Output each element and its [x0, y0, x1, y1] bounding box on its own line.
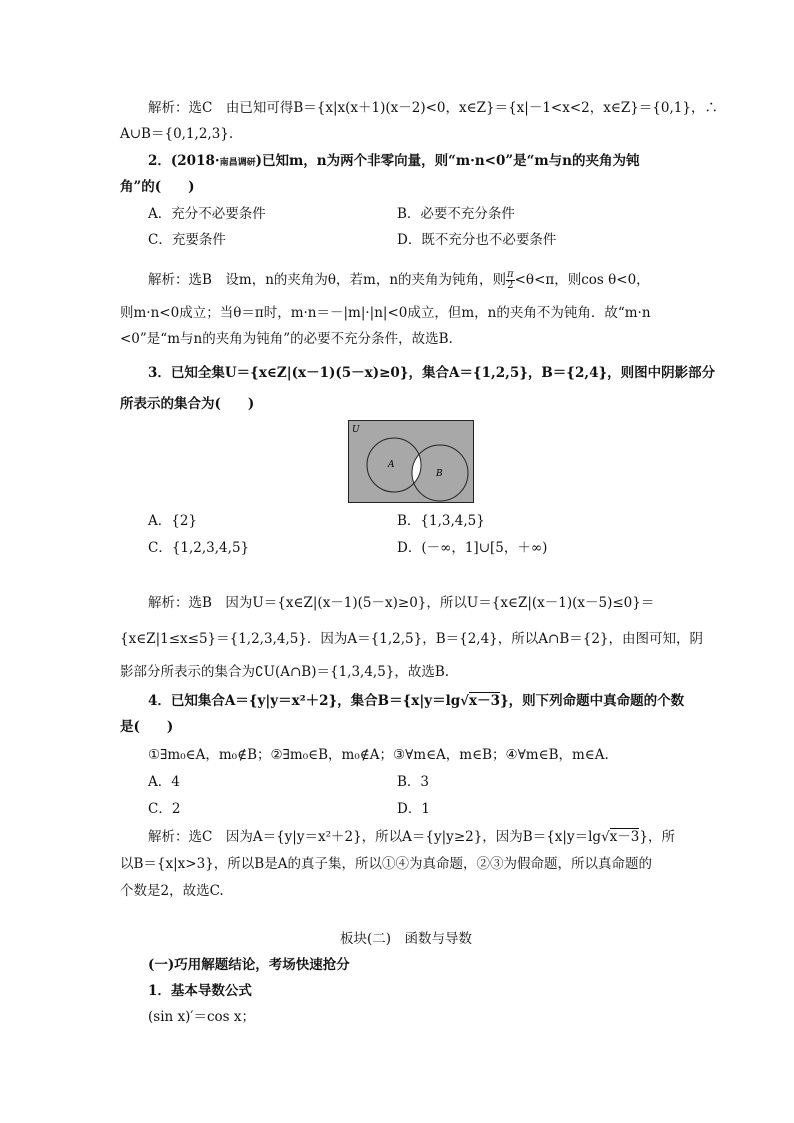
sqrt-icon: √	[460, 693, 470, 709]
q4-analysis-line1	[148, 828, 675, 846]
fraction-numerator: π	[507, 269, 514, 280]
q4-analysis-radicand: x－3	[609, 829, 640, 845]
q4-stem-line2: 是( )	[120, 719, 174, 735]
q3-option-c: C．{1,2,3,4,5}	[148, 540, 250, 556]
q4-analysis-text-a: 解析：选C 因为A＝{y|y＝x²＋2}，所以A＝{y|y≥2}，因为B＝{x|y＝lg	[148, 829, 602, 845]
q4-statements: ①∃m₀∈A，m₀∉B；②∃m₀∈B，m₀∉A；③∀m∈A，m∈B；④∀m∈B，m∈A.	[148, 747, 609, 763]
label-a: A	[388, 460, 395, 470]
q3-option-b: B．{1,3,4,5}	[397, 513, 485, 529]
q2-analysis-line3: <0”是“m与n的夹角为钝角”的必要不充分条件，故选B.	[120, 331, 453, 347]
q3-analysis-line3: 影部分所表示的集合为∁U(A∩B)＝{1,3,4,5}，故选B.	[120, 664, 450, 680]
q2-stem-prefix: 2．(2018·	[148, 153, 220, 169]
q3-analysis-line1: 解析：选B 因为U＝{x∈Z|(x－1)(5－x)≥0}，所以U＝{x∈Z|(x－1)(x－5)≤0}＝	[148, 595, 655, 611]
q2-option-c: C．充要条件	[148, 232, 226, 248]
q3-option-d: D．(－∞，1]∪[5，＋∞)	[397, 540, 548, 556]
q1-analysis-line1: 解析：选C 由已知可得B＝{x|x(x＋1)(x－2)<0，x∈Z}＝{x|－1<x<2，x∈Z}＝{0,1}，∴	[148, 100, 718, 116]
fraction-denominator: 2	[507, 280, 514, 291]
q4-option-a: A．4	[148, 774, 180, 790]
label-u: U	[352, 425, 360, 435]
section-subtitle-2: 1．基本导数公式	[148, 983, 252, 999]
q2-analysis-line2: 则m·n<0成立；当θ＝π时，m·n＝－|m|·|n|<0成立，但m，n的夹角不为钝角．故“m·n	[120, 305, 651, 321]
q4-analysis-line3: 个数是2，故选C.	[120, 883, 224, 899]
q2-stem-line1	[148, 152, 639, 172]
q2-source: 南昌调研	[219, 158, 256, 168]
q4-analysis-line2: 以B＝{x|x>3}，所以B是A的真子集，所以①④为真命题，②③为假命题，所以真命题的	[120, 856, 652, 872]
section-title: 板块(二) 函数与导数	[340, 931, 473, 947]
sqrt-icon: √	[601, 829, 610, 845]
q2-analysis-text-a: 解析：选B 设m，n的夹角为θ，若m，n的夹角为钝角，则	[148, 272, 507, 288]
q2-option-d: D．既不充分也不必要条件	[397, 232, 557, 248]
label-b: B	[436, 469, 443, 479]
q4-stem-line1	[148, 692, 684, 710]
venn-diagram	[348, 420, 474, 503]
q4-stem-text-b: }，则下列命题中真命题的个数	[499, 693, 685, 709]
q4-analysis-text-b: }，所	[639, 829, 675, 845]
q3-option-a: A．{2}	[148, 513, 198, 529]
q3-analysis-line2: {x∈Z|1≤x≤5}＝{1,2,3,4,5}．因为A＝{1,2,5}，B＝{2,4}，所以A∩B＝{2}，由图可知，阴	[120, 631, 704, 647]
q2-stem-rest: )已知m，n为两个非零向量，则“m·n<0”是“m与n的夹角为钝	[255, 153, 640, 169]
q1-analysis-line2: A∪B＝{0,1,2,3}.	[120, 126, 234, 142]
q3-stem-line1: 3．已知全集U＝{x∈Z|(x－1)(5－x)≥0}，集合A＝{1,2,5}，B＝{2,4}，则图中阴影部分	[148, 365, 716, 381]
q2-stem-line2: 角”的( )	[120, 179, 195, 195]
pi-over-2-fraction	[506, 270, 515, 291]
q2-analysis-line1	[148, 270, 650, 291]
q2-option-a: A．充分不必要条件	[148, 206, 266, 222]
q4-option-d: D．1	[397, 801, 430, 817]
q2-option-b: B．必要不充分条件	[397, 206, 515, 222]
q4-option-b: B．3	[397, 774, 430, 790]
q3-stem-line2: 所表示的集合为( )	[120, 396, 255, 412]
section-subtitle-1: (一)巧用解题结论，考场快速抢分	[148, 957, 350, 973]
q4-stem-text-a: 4．已知集合A＝{y|y＝x²＋2}，集合B＝{x|y＝lg	[148, 693, 461, 709]
q2-analysis-text-b: <θ<π，则cos θ<0，	[514, 272, 650, 288]
derivative-formula: (sin x)′＝cos x；	[148, 1009, 255, 1025]
q4-stem-radicand: x－3	[469, 693, 500, 709]
q4-option-c: C．2	[148, 801, 181, 817]
